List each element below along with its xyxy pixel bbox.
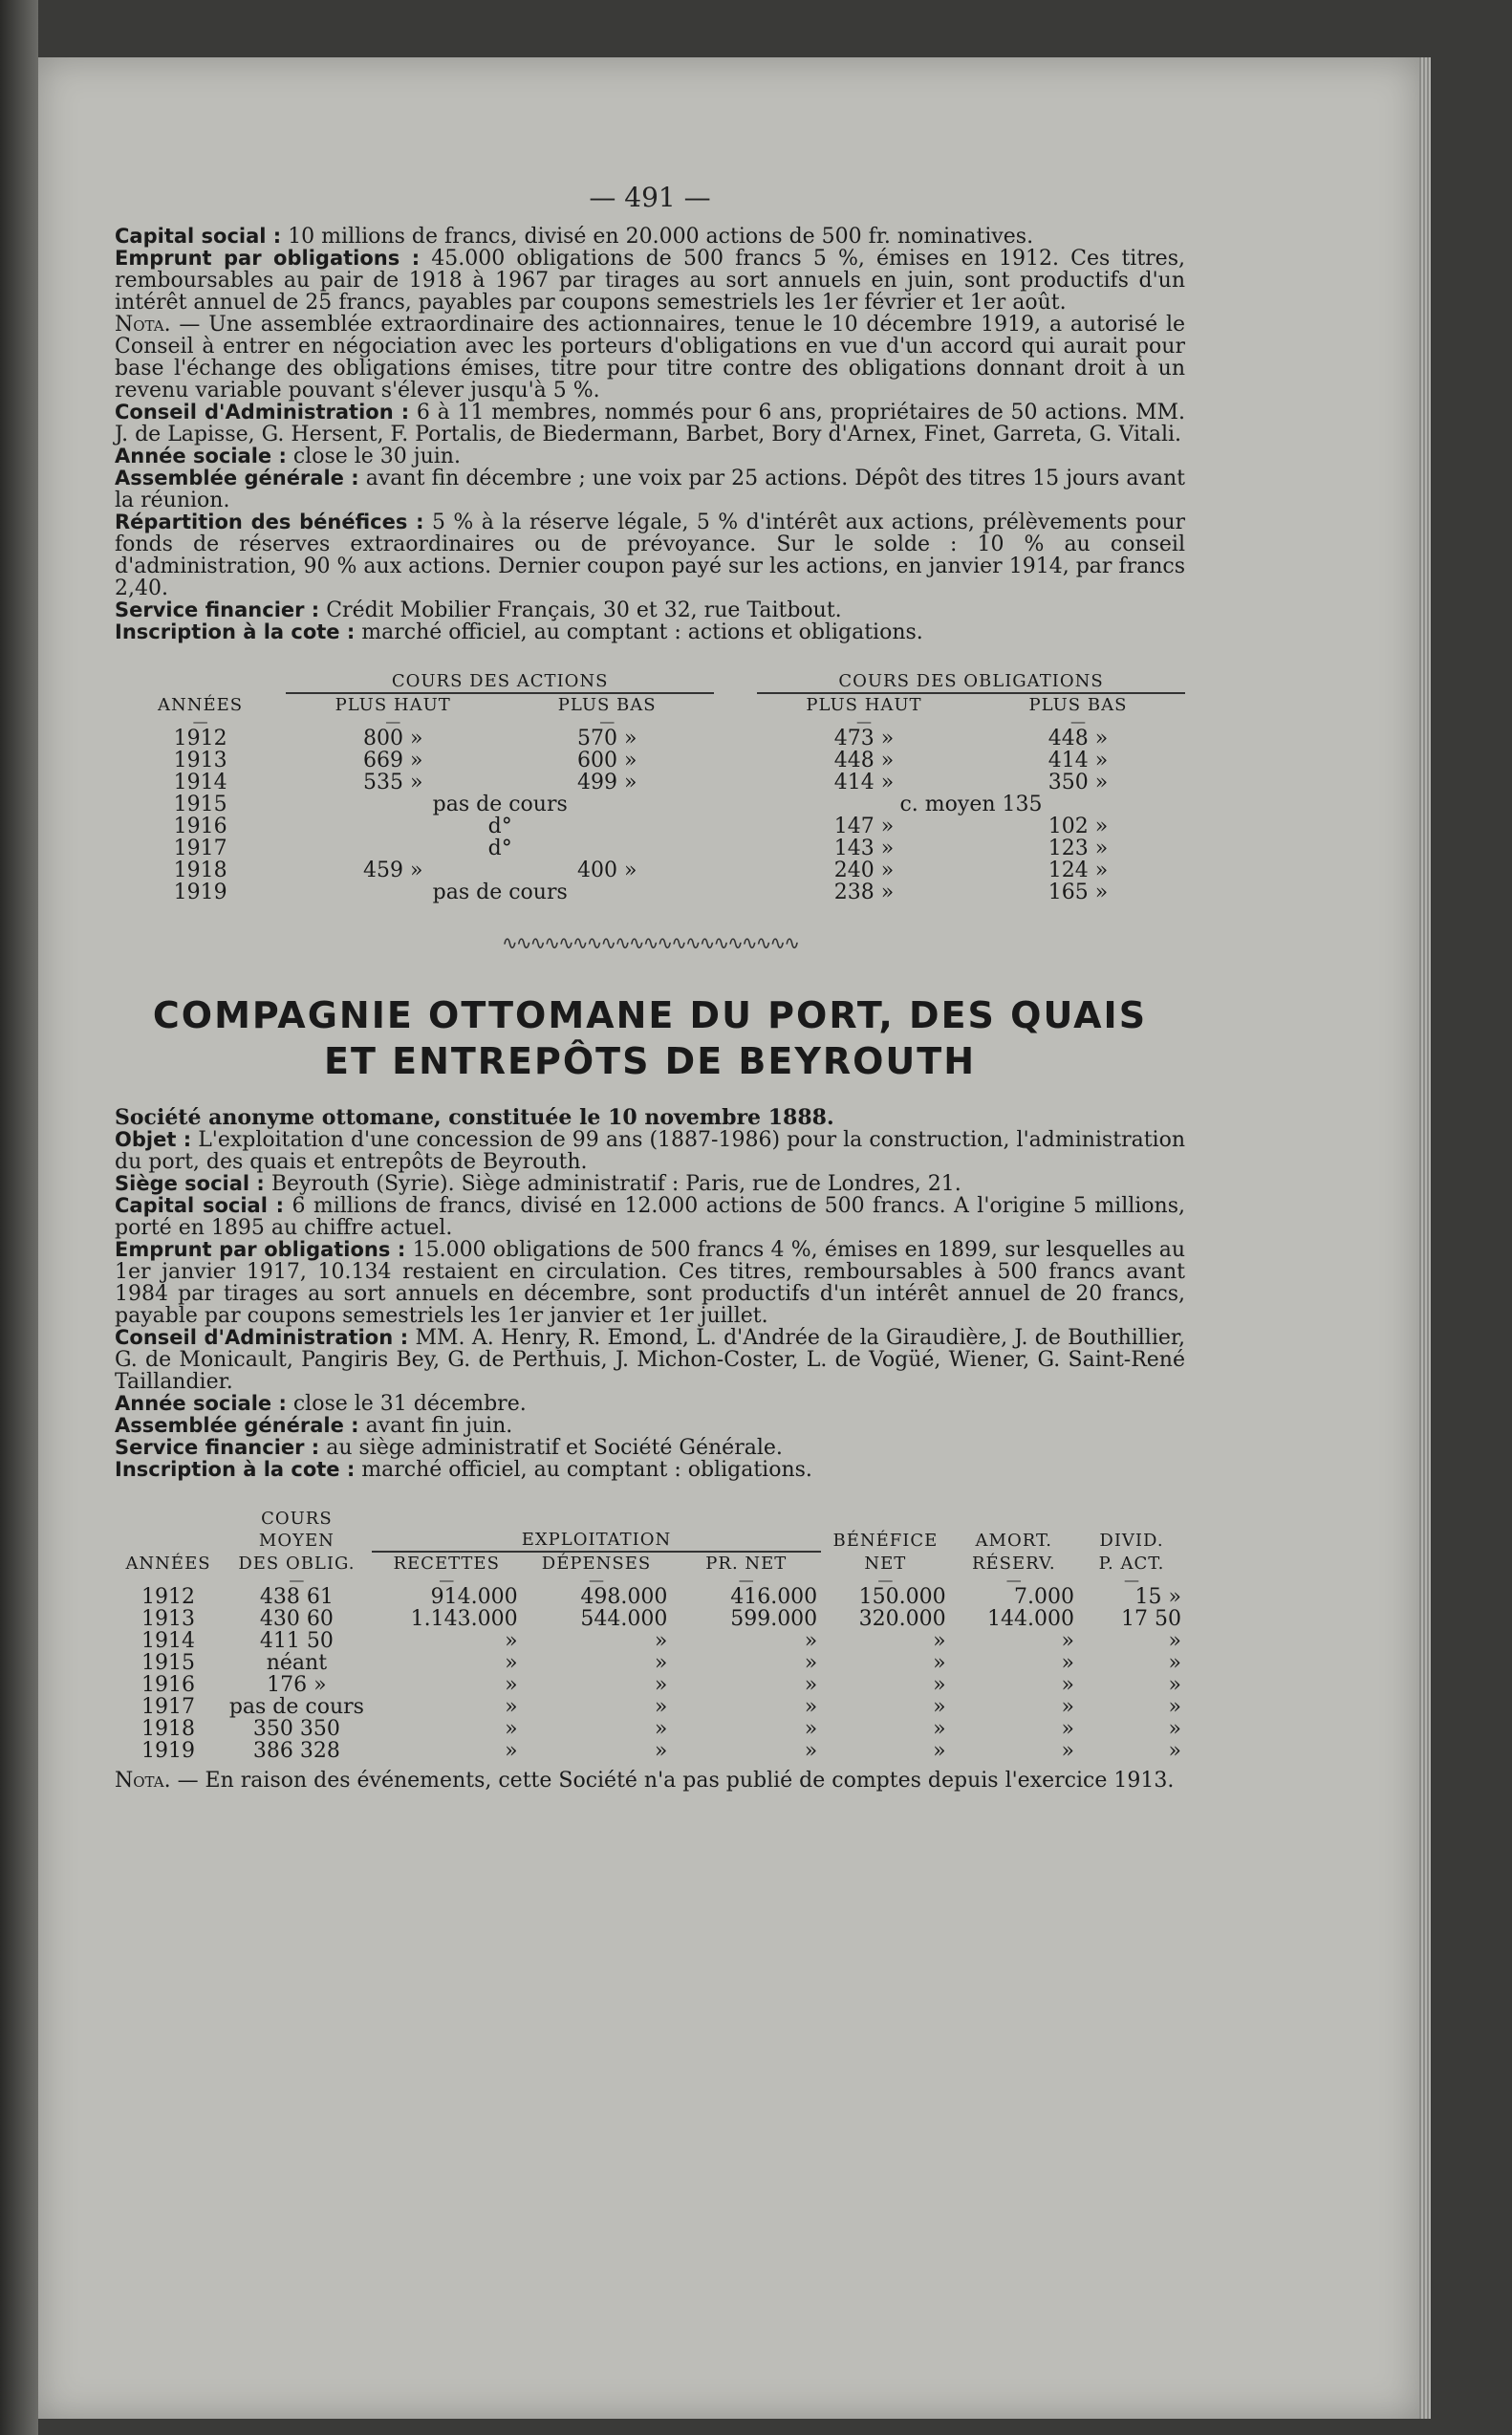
table-cell: » <box>1061 1651 1074 1675</box>
capital2-text: 6 millions de francs, divisé en 12.000 actions de 500 francs. A l'origine 5 millions, porté en 1895 au chiffre actuel. <box>115 1194 1186 1240</box>
table-cell: » <box>654 1651 668 1675</box>
col-oblig-bas: PLUS BAS <box>1028 695 1128 715</box>
nota2-label: Nota. <box>115 1769 171 1793</box>
table-cell: 473 » <box>833 727 895 750</box>
table-cell: » <box>933 1651 946 1675</box>
table-cell: » <box>1061 1695 1074 1719</box>
table-cell: 15 » <box>1134 1585 1181 1609</box>
table-row <box>115 1630 1185 1652</box>
table-cell: » <box>505 1739 518 1763</box>
table-row <box>115 881 1185 903</box>
inscription-text: marché officiel, au comptant : actions et obligations. <box>361 620 923 644</box>
table-cell: » <box>654 1717 668 1741</box>
col-group-obligations: COURS DES OBLIGATIONS <box>757 670 1185 693</box>
assemblee2-label: Assemblée générale : <box>115 1414 359 1437</box>
table-cell: 535 » <box>362 771 423 794</box>
table-cell: » <box>804 1651 818 1675</box>
emprunt-paragraph <box>115 248 1185 314</box>
table-cell: » <box>505 1717 518 1741</box>
col-oblig-haut: PLUS HAUT <box>806 695 922 715</box>
nota2-paragraph <box>115 1770 1185 1792</box>
nota-paragraph <box>115 314 1185 402</box>
table-row <box>115 794 1185 815</box>
table-row <box>115 859 1185 881</box>
table-cell: 400 » <box>576 859 637 882</box>
col2-prnet: PR. NET <box>705 1554 788 1574</box>
table-cell: » <box>654 1695 668 1719</box>
table-cell: 1914 <box>173 771 227 794</box>
table-cell: » <box>505 1695 518 1719</box>
table-cell: 1916 <box>173 815 227 838</box>
table-cell: » <box>654 1629 668 1653</box>
col2-benef-top: BÉNÉFICE <box>832 1531 939 1551</box>
table-cell: 416.000 <box>730 1585 818 1609</box>
repartition-paragraph <box>115 511 1185 599</box>
col2-cours-bottom: DES OBLIG. <box>238 1554 356 1574</box>
service-label: Service financier : <box>115 598 320 621</box>
table-cell: 1912 <box>173 727 227 750</box>
exploitation-table: ANNÉES COURS MOYEN EXPLOITATION BÉNÉFICE AMORT. DIVID. DES OBLIG. RECETTES DÉPENSES PR. NET NET RÉSERV. P. ACT. — — — — — — — 1912 438 61 914.000 498.000 416.000 150.000 7.000 15 » 1913 430 60 1.143.000 544.000 599.000 320.000 144.000 17 50 1914 411 50 » » » » » » 1915 néant » » » » » » 1916 176 » » » » » » » 1917 pas de cours » » » » » » 1918 350 350 » » » » » » 1919 386 328 » » » » » » <box>115 1508 1185 1762</box>
table-cell: » <box>804 1717 818 1741</box>
table-cell: » <box>933 1739 946 1763</box>
table-cell: 1919 <box>173 881 227 904</box>
table-cell: » <box>804 1695 818 1719</box>
table-cell: pas de cours <box>228 1695 364 1719</box>
table-cell: 1918 <box>173 859 227 882</box>
table-cell: » <box>505 1629 518 1653</box>
col2-annees: ANNÉES <box>125 1554 211 1574</box>
table-cell: 176 » <box>267 1673 327 1697</box>
siege-paragraph <box>115 1173 1185 1195</box>
table-cell: 320.000 <box>858 1607 946 1631</box>
intro-paragraph: Société anonyme ottomane, constituée le 10 novembre 1888. <box>115 1105 834 1130</box>
table-cell: » <box>1168 1695 1181 1719</box>
conseil-paragraph <box>115 402 1185 446</box>
table-cell: 1919 <box>141 1739 195 1763</box>
col2-group-exploitation: EXPLOITATION <box>372 1508 821 1552</box>
table-row <box>115 1608 1185 1630</box>
table-cell: 669 » <box>362 749 423 772</box>
table-cell: » <box>1061 1717 1074 1741</box>
col2-divid-top: DIVID. <box>1099 1531 1164 1551</box>
service2-label: Service financier : <box>115 1436 320 1459</box>
objet-label: Objet : <box>115 1128 192 1151</box>
annee2-label: Année sociale : <box>115 1392 287 1415</box>
col2-recettes: RECETTES <box>393 1554 500 1574</box>
inscription-paragraph <box>115 621 1185 643</box>
table-cell: 150.000 <box>858 1585 946 1609</box>
table-cell: 459 » <box>362 859 423 882</box>
table-cell: 448 » <box>833 749 895 772</box>
table-cell: » <box>1168 1739 1181 1763</box>
table-row <box>115 837 1185 859</box>
emprunt2-label: Emprunt par obligations : <box>115 1238 406 1261</box>
table-cell: 350 350 <box>252 1717 340 1741</box>
table-cell: 124 » <box>1048 859 1109 882</box>
table-cell: 411 50 <box>259 1629 334 1653</box>
col-annees: ANNÉES <box>158 695 244 715</box>
table-cell: 1913 <box>141 1607 195 1631</box>
service-text: Crédit Mobilier Français, 30 et 32, rue Taitbout. <box>326 598 842 622</box>
page-number: — 491 — <box>589 182 711 213</box>
conseil2-paragraph <box>115 1327 1185 1393</box>
table-cell: » <box>1168 1717 1181 1741</box>
table-cell: » <box>933 1673 946 1697</box>
page-edges <box>1419 57 1431 2419</box>
table-cell: 165 » <box>1048 881 1109 904</box>
table-cell: 1916 <box>141 1673 195 1697</box>
table-row <box>115 728 1185 750</box>
book-gutter <box>0 0 38 2435</box>
table-cell: 499 » <box>576 771 637 794</box>
table-cell: 800 » <box>362 727 423 750</box>
table-cell: » <box>804 1629 818 1653</box>
section-divider: ∿∿∿∿∿∿∿∿∿∿∿∿∿∿∿∿∿∿∿∿∿ <box>502 931 798 954</box>
col2-amort-bottom: RÉSERV. <box>971 1554 1056 1574</box>
table-cell: 238 » <box>833 881 895 904</box>
conseil2-label: Conseil d'Administration : <box>115 1326 409 1349</box>
table-cell: 17 50 <box>1121 1607 1181 1631</box>
col-actions-bas: PLUS BAS <box>557 695 657 715</box>
table-cell: 1913 <box>173 749 227 772</box>
annee-label: Année sociale : <box>115 445 287 467</box>
annee-paragraph <box>115 446 1185 467</box>
table-cell: c. moyen 135 <box>899 793 1043 816</box>
table-cell: 147 » <box>833 815 895 838</box>
table-cell: 430 60 <box>259 1607 334 1631</box>
table-cell: 414 » <box>833 771 895 794</box>
capital-paragraph <box>115 226 1185 248</box>
nota2-text: — En raison des événements, cette Société n'a pas publié de comptes depuis l'exercice 1913. <box>177 1769 1175 1793</box>
table-cell: d° <box>487 815 512 838</box>
company-title-line1: COMPAGNIE OTTOMANE DU PORT, DES QUAIS <box>152 994 1148 1036</box>
table-cell: 448 » <box>1048 727 1109 750</box>
table-cell: » <box>1061 1629 1074 1653</box>
table-cell: 570 » <box>576 727 637 750</box>
table-cell: 7.000 <box>1013 1585 1074 1609</box>
service-paragraph <box>115 599 1185 621</box>
emprunt-label: Emprunt par obligations : <box>115 247 421 270</box>
emprunt2-paragraph <box>115 1239 1185 1327</box>
table-cell: 1918 <box>141 1717 195 1741</box>
assemblee-label: Assemblée générale : <box>115 467 359 489</box>
table-cell: 498.000 <box>580 1585 668 1609</box>
service2-paragraph <box>115 1437 1185 1459</box>
table-cell: » <box>1061 1673 1074 1697</box>
table-cell: 143 » <box>833 837 895 860</box>
table-cell: » <box>804 1673 818 1697</box>
table-cell: 1.143.000 <box>410 1607 518 1631</box>
table-cell: 1912 <box>141 1585 195 1609</box>
table-cell: 1915 <box>173 793 227 816</box>
table-cell: » <box>933 1629 946 1653</box>
table-cell: pas de cours <box>432 793 568 816</box>
siege-label: Siège social : <box>115 1172 265 1195</box>
table-row <box>115 750 1185 772</box>
conseil-label: Conseil d'Administration : <box>115 401 410 424</box>
assemblee2-paragraph <box>115 1415 1185 1437</box>
table-cell: » <box>1061 1739 1074 1763</box>
table-cell: 123 » <box>1048 837 1109 860</box>
inscription2-label: Inscription à la cote : <box>115 1458 356 1481</box>
table-cell: 1914 <box>141 1629 195 1653</box>
capital2-label: Capital social : <box>115 1194 285 1217</box>
table-cell: 414 » <box>1048 749 1109 772</box>
cours-table: ANNÉES COURS DES ACTIONS COURS DES OBLIGATIONS PLUS HAUT PLUS BAS PLUS HAUT PLUS BAS — — — — — 1912 800 » 570 » 473 » 448 » 1913 669 » 600 » 448 » 414 » 1914 535 » 499 » 414 » 350 » 1915 pas de cours c. moyen 135 1916 d° 147 » 102 » 1917 d° 143 » 123 » 1918 459 » 400 » 240 » 124 » 1919 pas de cours 238 » 165 » <box>115 670 1185 903</box>
nota-text: — Une assemblée extraordinaire des actionnaires, tenue le 10 décembre 1919, a autorisé le Conseil à entrer en négociation avec les porteurs d'obligations en vue d'un accord qui aurait pour base l'échange des obligations émises, titre pour titre contre des obligations donnant droit à un revenu variable pouvant s'élever jusqu'à 5 %. <box>115 313 1185 402</box>
table-cell: » <box>933 1695 946 1719</box>
col2-amort-top: AMORT. <box>975 1531 1053 1551</box>
col2-depenses: DÉPENSES <box>541 1554 652 1574</box>
table-cell: 914.000 <box>430 1585 518 1609</box>
table-cell: » <box>1168 1629 1181 1653</box>
table-row <box>115 1674 1185 1696</box>
emprunt2-text: 15.000 obligations de 500 francs 4 %, émises en 1899, sur lesquelles au 1er janvier 1917, 10.134 restaient en circulation. Ces titres, remboursables à 500 francs avant 1984 par tirages au sort annuels en décembre, sont productifs d'un intérêt annuel de 20 francs, payable par coupons semestriels les 1er janvier et 1er juillet. <box>115 1238 1185 1328</box>
capital2-paragraph <box>115 1195 1185 1239</box>
col2-cours-top: COURS MOYEN <box>258 1509 335 1551</box>
col2-benef-bottom: NET <box>864 1554 907 1574</box>
assemblee-text: avant fin décembre ; une voix par 25 actions. Dépôt des titres 15 jours avant la réunion. <box>115 467 1185 512</box>
emprunt-text: 45.000 obligations de 500 francs 5 %, émises en 1912. Ces titres, remboursables au pair de 1918 à 1967 par tirages au sort annuels en juin, sont productifs d'un intérêt annuel de 25 francs, payables par coupons semestriels les 1er février et 1er août. <box>115 247 1185 315</box>
table-cell: » <box>1168 1651 1181 1675</box>
table-cell: » <box>505 1651 518 1675</box>
table-cell: 600 » <box>576 749 637 772</box>
objet-paragraph <box>115 1129 1185 1173</box>
table-row <box>115 1718 1185 1740</box>
annee2-text: close le 31 décembre. <box>292 1392 527 1416</box>
table-cell: 386 328 <box>252 1739 340 1763</box>
table-row <box>115 1586 1185 1608</box>
table-row <box>115 772 1185 794</box>
inscription2-text: marché officiel, au comptant : obligations. <box>361 1458 812 1482</box>
table-cell: » <box>1168 1673 1181 1697</box>
capital-label: Capital social : <box>115 225 282 248</box>
table-cell: néant <box>266 1651 328 1675</box>
table-cell: pas de cours <box>432 881 568 904</box>
repartition-text: 5 % à la réserve légale, 5 % d'intérêt aux actions, prélèvements pour fonds de réserves extraordinaires ou de prévoyance. Sur le solde : 10 % au conseil d'administration, 90 % aux actions. Dernier coupon payé sur les actions, en janvier 1914, par francs 2,40. <box>115 511 1186 600</box>
inscription2-paragraph <box>115 1459 1185 1481</box>
table-cell: 438 61 <box>259 1585 334 1609</box>
table-cell: 544.000 <box>580 1607 668 1631</box>
table-cell: 102 » <box>1048 815 1109 838</box>
table-cell: » <box>933 1717 946 1741</box>
table-row <box>115 1740 1185 1762</box>
table-row <box>115 815 1185 837</box>
table-cell: 1917 <box>141 1695 195 1719</box>
table-row <box>115 1652 1185 1674</box>
table-cell: » <box>804 1739 818 1763</box>
col2-divid-bottom: P. ACT. <box>1098 1554 1165 1574</box>
table-cell: » <box>505 1673 518 1697</box>
assemblee2-text: avant fin juin. <box>365 1414 513 1438</box>
table-row <box>115 1696 1185 1718</box>
conseil-text: 6 à 11 membres, nommés pour 6 ans, propriétaires de 50 actions. MM. J. de Lapisse, G. Hersent, F. Portalis, de Biedermann, Barbet, Bory d'Arnex, Finet, Garreta, G. Vitali. <box>115 401 1186 446</box>
table-cell: 1917 <box>173 837 227 860</box>
annee-text: close le 30 juin. <box>292 445 461 468</box>
inscription-label: Inscription à la cote : <box>115 620 356 643</box>
table-cell: 1915 <box>141 1651 195 1675</box>
table-cell: 240 » <box>833 859 895 882</box>
annee2-paragraph <box>115 1393 1185 1415</box>
assemblee-paragraph <box>115 467 1185 511</box>
col-actions-haut: PLUS HAUT <box>335 695 451 715</box>
nota-label: Nota. <box>115 313 171 337</box>
page-content <box>115 129 1185 1792</box>
table-cell: 599.000 <box>730 1607 818 1631</box>
table-cell: d° <box>487 837 512 860</box>
conseil2-text: MM. A. Henry, R. Emond, L. d'Andrée de la Giraudière, J. de Bouthillier, G. de Monicault, Pangiris Bey, G. de Perthuis, J. Michon-Coster, L. de Vogüé, Wiener, G. Saint-René Taillandier. <box>115 1326 1185 1394</box>
service2-text: au siège administratif et Société Générale. <box>326 1436 783 1460</box>
table-cell: » <box>654 1673 668 1697</box>
company-title-line2: ET ENTREPÔTS DE BEYROUTH <box>324 1040 976 1082</box>
col-group-actions: COURS DES ACTIONS <box>286 670 714 693</box>
capital-text: 10 millions de francs, divisé en 20.000 actions de 500 fr. nominatives. <box>288 225 1034 249</box>
table-cell: » <box>654 1739 668 1763</box>
objet-text: L'exploitation d'une concession de 99 ans (1887-1986) pour la construction, l'administration du port, des quais et entrepôts de Beyrouth. <box>115 1128 1185 1174</box>
siege-text: Beyrouth (Syrie). Siège administratif : Paris, rue de Londres, 21. <box>270 1172 961 1196</box>
table-cell: 350 » <box>1048 771 1109 794</box>
table-cell: 144.000 <box>986 1607 1074 1631</box>
repartition-label: Répartition des bénéfices : <box>115 511 424 533</box>
